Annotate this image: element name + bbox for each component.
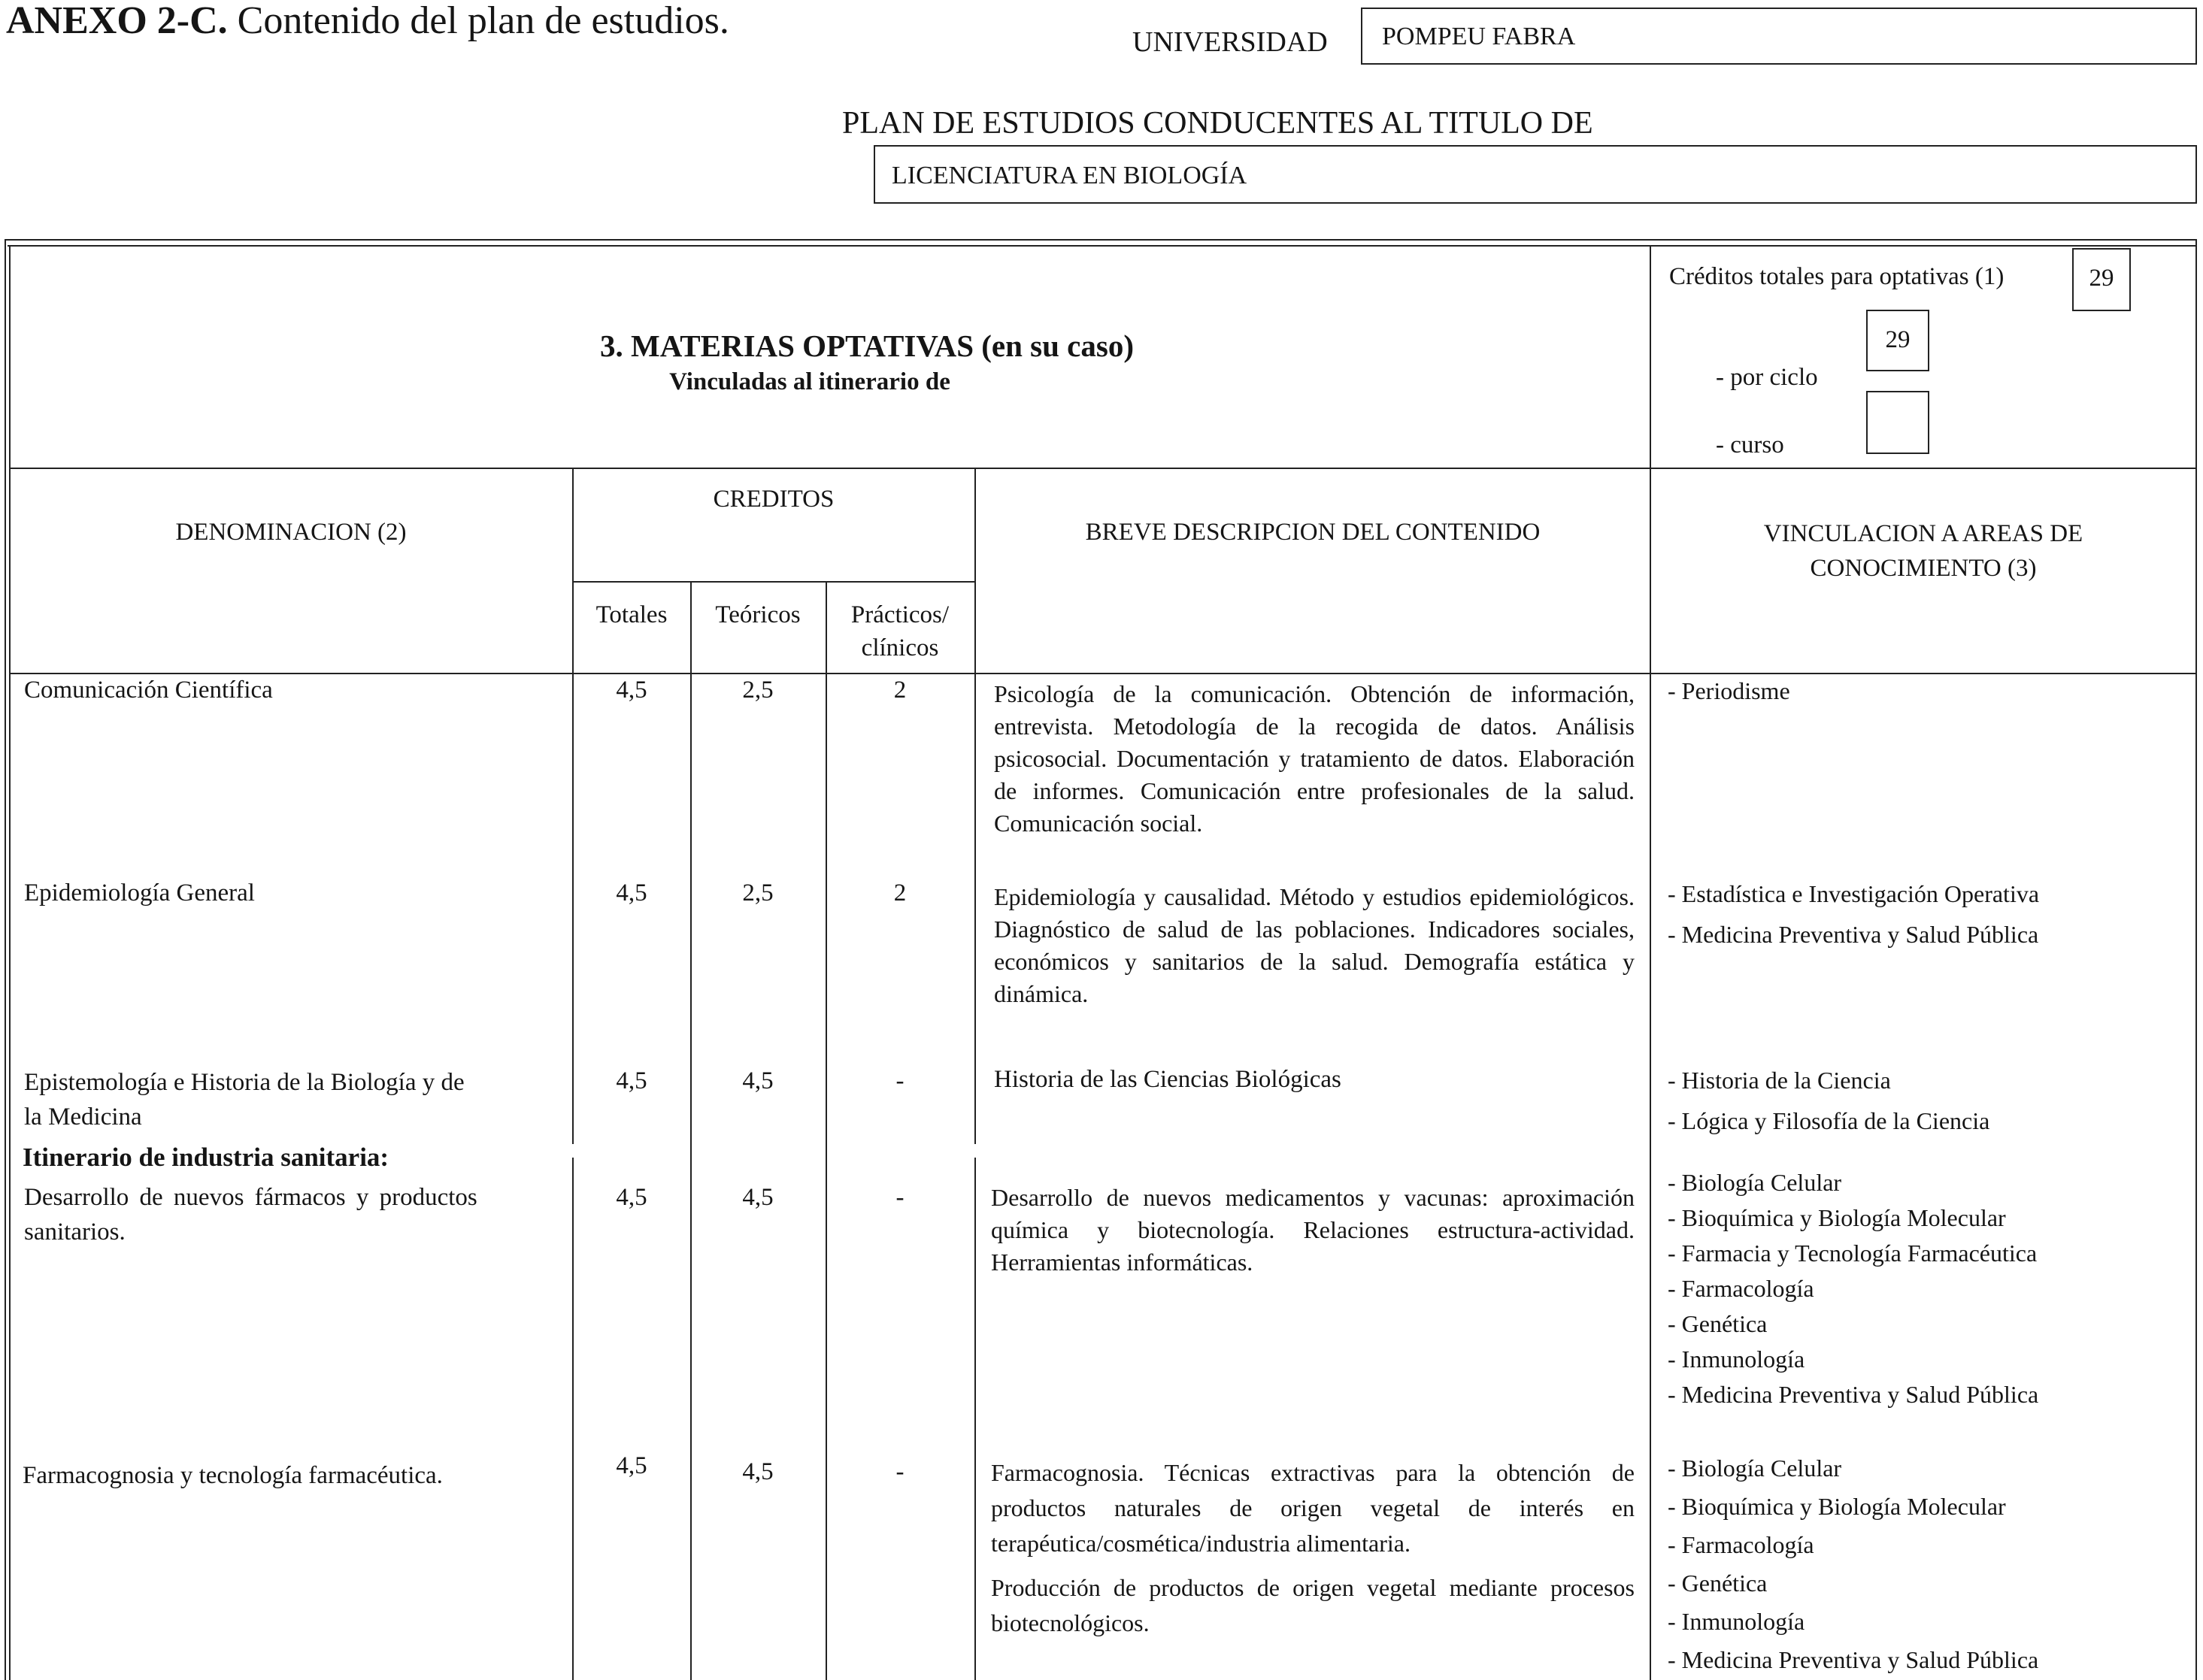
area-item: - Medicina Preventiva y Salud Pública [1668,1381,2039,1408]
header-descripcion: BREVE DESCRIPCION DEL CONTENIDO [1085,519,1541,546]
col-divider-name-1 [572,468,574,1144]
area-item: - Bioquímica y Biología Molecular [1668,1204,2006,1231]
header-vinculacion-2: CONOCIMIENTO (3) [1810,555,2037,582]
university-label: UNIVERSIDAD [1132,26,1328,58]
row-name: Epistemología e Historia de la Biología y de [24,1069,465,1096]
area-item: - Bioquímica y Biología Molecular [1668,1493,2006,1520]
row-name: Epidemiología General [24,879,255,907]
col-divider-totales [690,581,692,1680]
credits-total-value: 29 [2089,265,2114,292]
row-practicos: 2 [893,677,907,704]
table-top-border [5,239,2197,241]
row-teoricos: 4,5 [742,1458,774,1485]
itinerary-label: Itinerario de industria sanitaria: [23,1143,389,1172]
table-right-border [2195,239,2197,1680]
por-ciclo-box [1866,310,1929,371]
row-teoricos: 2,5 [742,879,774,907]
row-name-cont: sanitarios. [24,1218,126,1246]
row-description [994,678,1635,840]
header-totales: Totales [595,601,668,628]
table-top-border-inner [8,245,2197,247]
row-practicos: 2 [893,879,907,907]
area-item: - Farmacia y Tecnología Farmacéutica [1668,1240,2038,1267]
header-separator [9,468,2197,469]
row-description: Historia de las Ciencias Biológicas [994,1066,1341,1093]
row-areas [1668,1063,1989,1139]
credits-subheader-line [573,581,976,583]
area-item: - Biología Celular [1668,1454,1842,1482]
row-areas [1668,1449,2038,1679]
area-item: - Farmacología [1668,1275,1814,1302]
col-divider-desc-2 [974,1158,976,1680]
annex-label: ANEXO 2-C. [6,0,228,42]
row-practicos: - [895,1067,905,1094]
credits-total-box [2072,248,2131,311]
por-ciclo-value: 29 [1885,326,1911,353]
area-item: - Medicina Preventiva y Salud Pública [1668,1646,2039,1673]
area-item: - Lógica y Filosofía de la Ciencia [1668,1107,1990,1134]
row-description-paragraph: Farmacognosia. Técnicas extractivas para la obtención de productos naturales de origen vegetal de interés en terapéutica/cosmética/industria alimentaria. [991,1459,1635,1557]
row-practicos: - [895,1458,905,1485]
curso-box [1866,391,1929,454]
area-item: - Estadística e Investigación Operativa [1668,880,2040,907]
row-teoricos: 4,5 [742,1184,774,1211]
university-field [1361,8,2197,65]
row-name: Farmacognosia y tecnología farmacéutica. [23,1462,443,1489]
header-practicos-1: Prácticos/ [850,601,950,628]
por-ciclo-label: - por ciclo [1716,364,1818,391]
row-description-paragraph: Epidemiología y causalidad. Método y estudios epidemiológicos. Diagnóstico de salud de las poblaciones. Indicadores sociales, económicos y sanitarios de la salud. Demografía estática y dinámica. [994,883,1635,1007]
degree-field [874,145,2197,204]
area-item: - Inmunología [1668,1608,1805,1635]
row-name: Comunicación Científica [24,677,273,704]
area-item: - Inmunología [1668,1346,1805,1373]
area-item: - Periodisme [1668,677,1790,704]
row-description [991,1182,1635,1279]
row-name-cont: la Medicina [24,1103,142,1131]
area-item: - Biología Celular [1668,1169,1842,1196]
header-practicos-2: clínicos [861,634,939,661]
curso-label: - curso [1716,431,1784,459]
annex-title [6,0,729,43]
row-areas [1668,1165,2038,1412]
row-teoricos: 4,5 [742,1067,774,1094]
row-totales: 4,5 [616,1452,647,1479]
row-description-paragraph: Producción de productos de origen vegetal mediante procesos biotecnológicos. [991,1574,1635,1636]
row-totales: 4,5 [616,879,647,907]
row-description [991,1455,1635,1641]
area-item: - Medicina Preventiva y Salud Pública [1668,921,2039,948]
row-areas [1668,674,1790,709]
row-totales: 4,5 [616,1184,647,1211]
degree-value: LICENCIATURA EN BIOLOGÍA [892,162,1247,189]
col-divider-teoricos [826,581,827,1680]
header-vinculacion-1: VINCULACION A AREAS DE [1763,520,2083,547]
table-left-border [5,239,6,1680]
row-description-paragraph: Psicología de la comunicación. Obtención de información, entrevista. Metodología de la recogida de datos. Análisis psicosocial. Documentación y tratamiento de datos. Elaboración de informes. Comunicación entre profesionales de la salud. Comunicación social. [994,680,1635,837]
col-divider-name-2 [572,1158,574,1680]
table-left-border-inner [9,245,11,1680]
section-subtitle: Vinculadas al itinerario de [669,368,950,395]
university-value: POMPEU FABRA [1382,23,1576,50]
header-teoricos: Teóricos [715,601,801,628]
row-areas [1668,876,2039,952]
header-creditos: CREDITOS [713,486,835,513]
row-practicos: - [895,1184,905,1211]
row-description [994,881,1635,1010]
columns-header-line [9,673,2197,674]
col-divider-desc-1 [974,468,976,1144]
header-denominacion: DENOMINACION (2) [175,519,407,546]
row-name: Desarrollo de nuevos fármacos y productos [24,1184,477,1211]
col-divider-areas [1650,245,1651,1680]
row-teoricos: 2,5 [742,677,774,704]
row-totales: 4,5 [616,677,647,704]
credits-total-label: Créditos totales para optativas (1) [1669,263,2005,290]
row-totales: 4,5 [616,1067,647,1094]
area-item: - Farmacología [1668,1531,1814,1558]
area-item: - Genética [1668,1570,1768,1597]
section-title: 3. MATERIAS OPTATIVAS (en su caso) [600,328,1134,363]
area-item: - Genética [1668,1310,1768,1337]
area-item: - Historia de la Ciencia [1668,1067,1891,1094]
annex-text: Contenido del plan de estudios. [237,0,729,42]
row-description-paragraph: Desarrollo de nuevos medicamentos y vacunas: aproximación química y biotecnología. Relaciones estructura-actividad. Herramientas informáticas. [991,1184,1635,1276]
plan-label: PLAN DE ESTUDIOS CONDUCENTES AL TITULO DE [842,106,1593,141]
